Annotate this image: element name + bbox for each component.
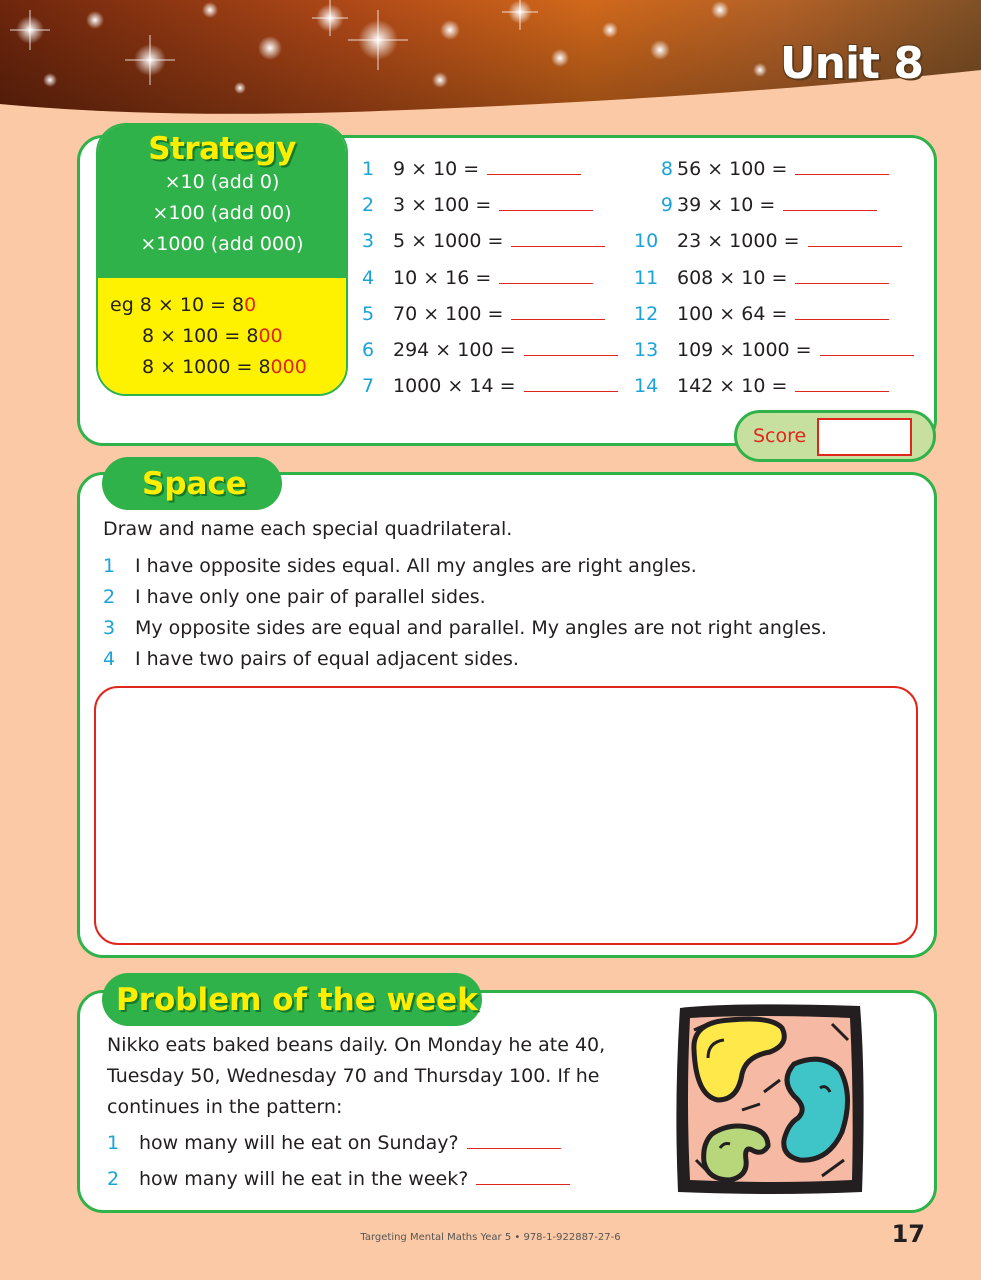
example-line [110, 290, 346, 321]
item-number: 4 [103, 648, 116, 670]
item-number: 2 [103, 586, 116, 608]
answer-blank[interactable] [511, 318, 605, 320]
question-row [362, 267, 593, 289]
question-text: 3 × 100 = [393, 194, 492, 216]
item-text: My opposite sides are equal and parallel. My angles are not right angles. [135, 617, 827, 639]
strategy-box [96, 123, 348, 396]
space-item [103, 648, 519, 670]
item-text: how many will he eat on Sunday? [139, 1132, 459, 1154]
question-text: 56 × 100 = [677, 158, 788, 180]
answer-blank[interactable] [783, 209, 877, 211]
question-text: 142 × 10 = [677, 375, 788, 397]
question-text: 109 × 1000 = [677, 339, 812, 361]
question-text: 294 × 100 = [393, 339, 516, 361]
space-heading: Space [102, 457, 282, 510]
question-row [634, 303, 889, 325]
question-number: 6 [362, 339, 375, 361]
question-text: 39 × 10 = [677, 194, 776, 216]
answer-blank[interactable] [795, 173, 889, 175]
question-row [634, 267, 889, 289]
question-row [362, 303, 605, 325]
example-zeros: 0 [244, 294, 257, 316]
problem-line: continues in the pattern: [107, 1096, 343, 1118]
example-zeros: 000 [270, 356, 307, 378]
question-text: 23 × 1000 = [677, 230, 800, 252]
item-number: 1 [107, 1132, 120, 1154]
answer-blank[interactable] [795, 282, 889, 284]
answer-blank[interactable] [499, 209, 593, 211]
item-text: I have two pairs of equal adjacent sides. [135, 648, 519, 670]
strategy-heading: Strategy [148, 131, 296, 167]
example-zeros: 00 [258, 325, 283, 347]
example-text: 8 × 10 = 8 [139, 294, 245, 316]
problem-line: Nikko eats baked beans daily. On Monday he ate 40, [107, 1034, 606, 1056]
question-number: 2 [362, 194, 375, 216]
footer-text: Targeting Mental Maths Year 5 • 978-1-922887-27-6 [360, 1232, 621, 1243]
example-text: 8 × 100 = 8 [142, 325, 259, 347]
item-number: 1 [103, 555, 116, 577]
answer-blank[interactable] [820, 354, 914, 356]
problem-item [107, 1132, 561, 1154]
question-number: 11 [634, 267, 659, 289]
question-row [362, 158, 581, 180]
answer-blank[interactable] [795, 390, 889, 392]
answer-blank[interactable] [476, 1183, 570, 1185]
example-prefix: eg [110, 294, 134, 316]
question-number: 8 [660, 158, 673, 180]
question-text: 1000 × 14 = [393, 375, 516, 397]
answer-blank[interactable] [795, 318, 889, 320]
example-line [110, 352, 346, 383]
question-row [634, 158, 889, 180]
problem-heading: Problem of the week [102, 973, 482, 1026]
question-number: 3 [362, 230, 375, 252]
strategy-examples [98, 278, 346, 396]
question-row [362, 230, 605, 252]
question-text: 70 × 100 = [393, 303, 504, 325]
score-box[interactable] [817, 418, 912, 456]
answer-blank[interactable] [524, 354, 618, 356]
drawing-area[interactable] [94, 686, 918, 945]
question-row [634, 194, 877, 216]
question-number: 14 [634, 375, 659, 397]
question-number: 1 [362, 158, 375, 180]
space-item [103, 617, 827, 639]
space-item [103, 586, 486, 608]
unit-title: Unit 8 [779, 38, 923, 89]
score-pill [734, 410, 936, 462]
page-number: 17 [891, 1220, 925, 1248]
strategy-rule: ×1000 (add 000) [140, 233, 304, 255]
answer-blank[interactable] [467, 1147, 561, 1149]
problem-item [107, 1168, 570, 1190]
question-row [634, 375, 889, 397]
answer-blank[interactable] [487, 173, 581, 175]
question-text: 100 × 64 = [677, 303, 788, 325]
space-instruction: Draw and name each special quadrilateral. [103, 518, 513, 540]
space-item [103, 555, 697, 577]
item-number: 2 [107, 1168, 120, 1190]
question-number: 10 [634, 230, 659, 252]
question-text: 5 × 1000 = [393, 230, 504, 252]
strategy-rule: ×10 (add 0) [164, 171, 280, 193]
question-number: 5 [362, 303, 375, 325]
question-text: 10 × 16 = [393, 267, 492, 289]
question-number: 12 [634, 303, 659, 325]
score-label: Score [753, 425, 807, 447]
item-text: how many will he eat in the week? [139, 1168, 469, 1190]
answer-blank[interactable] [511, 245, 605, 247]
answer-blank[interactable] [499, 282, 593, 284]
header-banner [0, 0, 981, 118]
problem-line: Tuesday 50, Wednesday 70 and Thursday 100. If he [107, 1065, 600, 1087]
question-text: 608 × 10 = [677, 267, 788, 289]
question-row [362, 339, 618, 361]
question-row [362, 375, 618, 397]
item-number: 3 [103, 617, 116, 639]
item-text: I have only one pair of parallel sides. [135, 586, 486, 608]
example-text: 8 × 1000 = 8 [142, 356, 271, 378]
question-number: 7 [362, 375, 375, 397]
question-number: 4 [362, 267, 375, 289]
example-line [110, 321, 346, 352]
item-text: I have opposite sides equal. All my angles are right angles. [135, 555, 697, 577]
question-number: 9 [660, 194, 673, 216]
baked-beans-icon [672, 1000, 868, 1198]
answer-blank[interactable] [524, 390, 618, 392]
question-number: 13 [634, 339, 659, 361]
strategy-rule: ×100 (add 00) [152, 202, 292, 224]
question-row [362, 194, 593, 216]
question-row [634, 230, 902, 252]
question-row [634, 339, 914, 361]
answer-blank[interactable] [808, 245, 902, 247]
question-text: 9 × 10 = [393, 158, 480, 180]
